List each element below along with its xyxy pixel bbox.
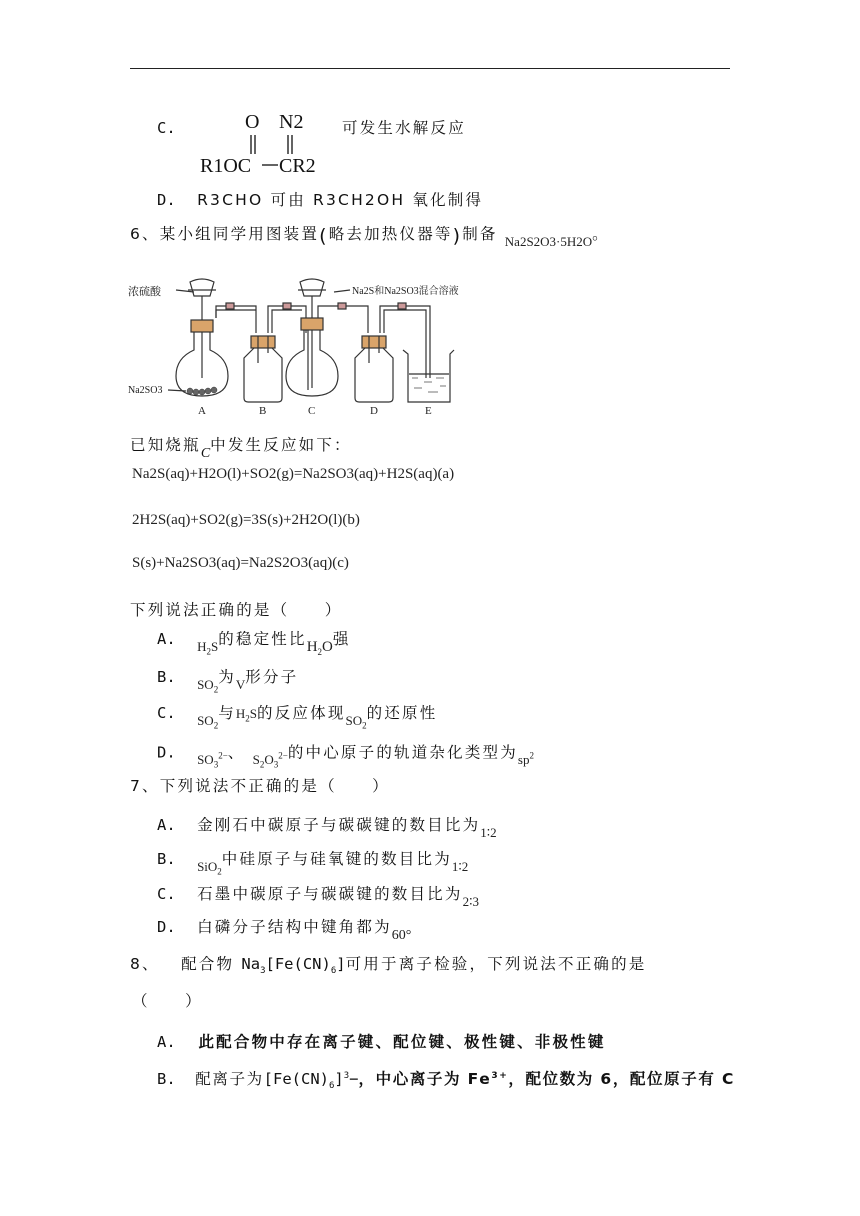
q6-option-a: A. $_{H_2S}$的稳定性比$H_2O$强 bbox=[157, 630, 351, 657]
q6-option-c: C. $_{SO_2}$与$H_2S$的反应体现$_{SO_2}$的还原性 bbox=[157, 704, 438, 731]
q6-known: 已知烧瓶C中发生反应如下： bbox=[130, 436, 352, 461]
q5-d-text: R3CHO 可由 R3CH2OH 氧化制得 bbox=[197, 191, 484, 209]
letter-c: C bbox=[308, 405, 316, 417]
structure-cr2: CR2 bbox=[279, 155, 316, 177]
q5-c-structure bbox=[198, 108, 338, 178]
q6-option-b: B. $_{SO_2}$为$_V$形分子 bbox=[157, 668, 299, 695]
label-mixed-solution: Na2S和Na2SO3混合溶液 bbox=[352, 286, 459, 297]
equation-b: 2H2S(aq)+SO2(g)=3S(s)+2H2O(l)(b) bbox=[132, 512, 360, 528]
q8-complex-formula: $Na_3[Fe(CN)_6]$ bbox=[241, 955, 346, 977]
q6-option-d: D. $_{SO_3^{2-}}$、 $_{S_2O_3^{2-}}$的中心原子的轨道杂化类型为$_{sp^2}$ bbox=[157, 743, 534, 770]
equation-a: Na2S(aq)+H2O(l)+SO2(g)=Na2SO3(aq)+H2S(aq)(a) bbox=[132, 466, 455, 482]
structure-oxygen: O bbox=[245, 111, 260, 133]
equation-c: S(s)+Na2SO3(aq)=Na2S2O3(aq)(c) bbox=[132, 555, 349, 571]
header-rule bbox=[130, 68, 730, 69]
q8-paren: （ ） bbox=[132, 992, 203, 1010]
q7-option-c: C. 石墨中碳原子与碳碳键的数目比为$_{2∶3}$ bbox=[157, 885, 479, 909]
letter-e: E bbox=[425, 405, 432, 417]
q8-option-b: B. 配离子为$[Fe(CN)_6]^3-$，中心离子为 $Fe^{3+}$，配位数为 6，配位原子有 C bbox=[157, 1070, 735, 1092]
label-conc-sulfuric-acid: 浓硫酸 bbox=[128, 286, 161, 298]
letter-d: D bbox=[370, 405, 378, 417]
q7-stem: 7、下列说法不正确的是（ ） bbox=[130, 777, 390, 795]
q8-option-a: A. 此配合物中存在离子键、配位键、极性键、非极性键 bbox=[157, 1033, 606, 1051]
q7-option-b: B. $_{SiO_2}$中硅原子与硅氧键的数目比为$_{1∶2}$ bbox=[157, 850, 469, 877]
q5-option-d: D. R3CHO 可由 R3CH2OH 氧化制得 bbox=[157, 191, 484, 209]
letter-b: B bbox=[259, 405, 267, 417]
q6-question: 下列说法正确的是（ ） bbox=[130, 601, 343, 619]
q7-option-d: D. 白磷分子结构中键角都为60° bbox=[157, 918, 412, 943]
q6-stem: 6、某小组同学用图装置(略去加热仪器等)制备 $_{Na2S2O3\cdot 5H2O}$。 bbox=[130, 225, 610, 249]
q5-c-text: 可发生水解反应 bbox=[342, 119, 466, 137]
q7-option-a: A. 金刚石中碳原子与碳碳键的数目比为$_{1∶2}$ bbox=[157, 816, 497, 840]
q6-target-formula: Na2S2O3·5H2O bbox=[504, 234, 593, 249]
structure-n2: N2 bbox=[279, 111, 304, 133]
label-na2so3-solid: Na2SO3 bbox=[128, 385, 163, 396]
letter-a: A bbox=[198, 405, 206, 417]
q5-option-c: C. bbox=[157, 119, 176, 137]
q8-stem: 8、 配合物 $Na_3[Fe(CN)_6]$可用于离子检验，下列说法不正确的是 bbox=[130, 955, 647, 977]
apparatus-diagram bbox=[128, 278, 508, 418]
structure-r1oc: R1OC bbox=[200, 155, 252, 177]
